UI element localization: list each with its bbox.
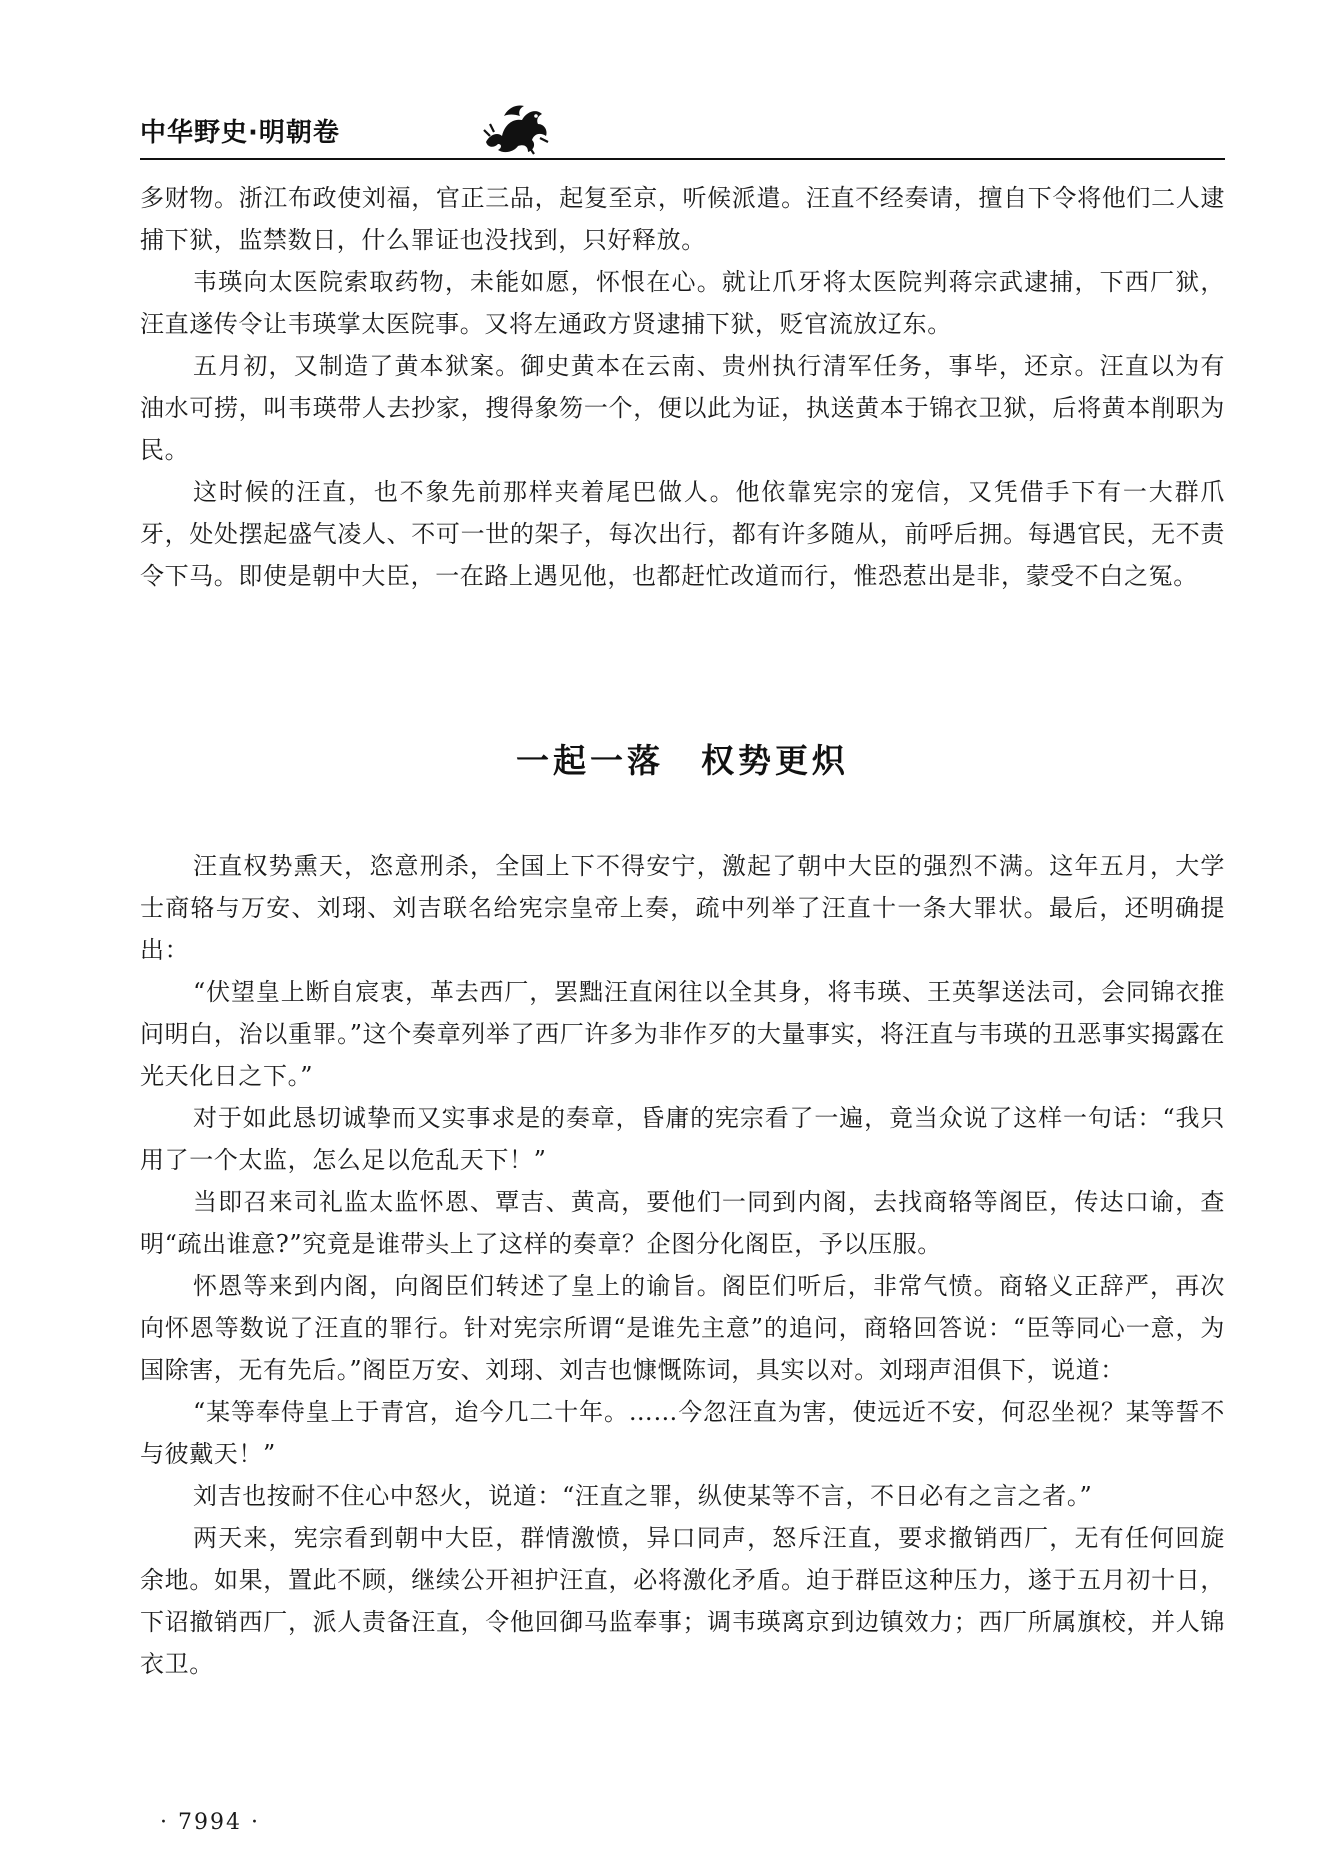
page-header bbox=[140, 100, 1220, 160]
paragraph: 怀恩等来到内阁，向阁臣们转述了皇上的谕旨。阁臣们听后，非常气愤。商辂义正辞严，再次向怀恩等数说了汪直的罪行。针对宪宗所谓“是谁先主意”的追问，商辂回答说：“臣等同心一意，为国除害，无有先后。”阁臣万安、刘珝、刘吉也慷慨陈词，具实以对。刘珝声泪俱下，说道： bbox=[140, 1272, 1225, 1384]
paragraph: 对于如此恳切诚挚而又实事求是的奏章，昏庸的宪宗看了一遍，竟当众说了这样一句话：“我只用了一个太监，怎么足以危乱天下！” bbox=[140, 1104, 1225, 1174]
section-heading: 一起一落 权势更炽 bbox=[516, 741, 849, 780]
paragraph: “某等奉侍皇上于青宫，迨今几二十年。……今忽汪直为害，使远近不安，何忍坐视？某等誓不与彼戴天！” bbox=[140, 1398, 1225, 1468]
paragraph: 这时候的汪直，也不象先前那样夹着尾巴做人。他依靠宪宗的宠信，又凭借手下有一大群爪牙，处处摆起盛气凌人、不可一世的架子，每次出行，都有许多随从，前呼后拥。每遇官民，无不责令下马。即使是朝中大臣，一在路上遇见他，也都赶忙改道而行，惟恐惹出是非，蒙受不白之冤。 bbox=[140, 478, 1225, 590]
body-text-bottom bbox=[140, 845, 1225, 1685]
paragraph: 韦瑛向太医院索取药物，未能如愿，怀恨在心。就让爪牙将太医院判蒋宗武逮捕，下西厂狱，汪直遂传令让韦瑛掌太医院事。又将左通政方贤逮捕下狱，贬官流放辽东。 bbox=[140, 268, 1225, 338]
dragon-emblem-icon bbox=[480, 96, 552, 156]
paragraph: “伏望皇上断自宸衷，革去西厂，罢黜汪直闲往以全其身，将韦瑛、王英挐送法司，会同锦衣推问明白，治以重罪。”这个奏章列举了西厂许多为非作歹的大量事实，将汪直与韦瑛的丑恶事实揭露在光天化日之下。” bbox=[140, 978, 1225, 1090]
paragraph: 汪直权势熏天，恣意刑杀，全国上下不得安宁，激起了朝中大臣的强烈不满。这年五月，大学士商辂与万安、刘珝、刘吉联名给宪宗皇帝上奏，疏中列举了汪直十一条大罪状。最后，还明确提出： bbox=[140, 852, 1225, 964]
paragraph: 当即召来司礼监太监怀恩、覃吉、黄高，要他们一同到内阁，去找商辂等阁臣，传达口谕，查明“疏出谁意?”究竟是谁带头上了这样的奏章？企图分化阁臣，予以压服。 bbox=[140, 1188, 1225, 1258]
paragraph: 刘吉也按耐不住心中怒火，说道：“汪直之罪，纵使某等不言，不日必有之言之者。” bbox=[193, 1482, 1093, 1510]
page-number: · 7994 · bbox=[160, 1810, 260, 1835]
paragraph: 五月初，又制造了黄本狱案。御史黄本在云南、贵州执行清军任务，事毕，还京。汪直以为有油水可捞，叫韦瑛带人去抄家，搜得象笏一个，便以此为证，执送黄本于锦衣卫狱，后将黄本削职为民。 bbox=[140, 352, 1225, 464]
book-title: 中华野史·明朝卷 bbox=[140, 118, 340, 148]
body-text-top bbox=[140, 177, 1225, 597]
paragraph: 两天来，宪宗看到朝中大臣，群情激愤，异口同声，怒斥汪直，要求撤销西厂，无有任何回旋余地。如果，置此不顾，继续公开袒护汪直，必将激化矛盾。迫于群臣这种压力，遂于五月初十日，下诏撤销西厂，派人责备汪直，令他回御马监奉事；调韦瑛离京到边镇效力；西厂所属旗校，并人锦衣卫。 bbox=[140, 1524, 1225, 1678]
header-rule bbox=[140, 158, 1225, 160]
paragraph: 多财物。浙江布政使刘福，官正三品，起复至京，听候派遣。汪直不经奏请，擅自下令将他们二人逮捕下狱，监禁数日，什么罪证也没找到，只好释放。 bbox=[140, 184, 1225, 254]
